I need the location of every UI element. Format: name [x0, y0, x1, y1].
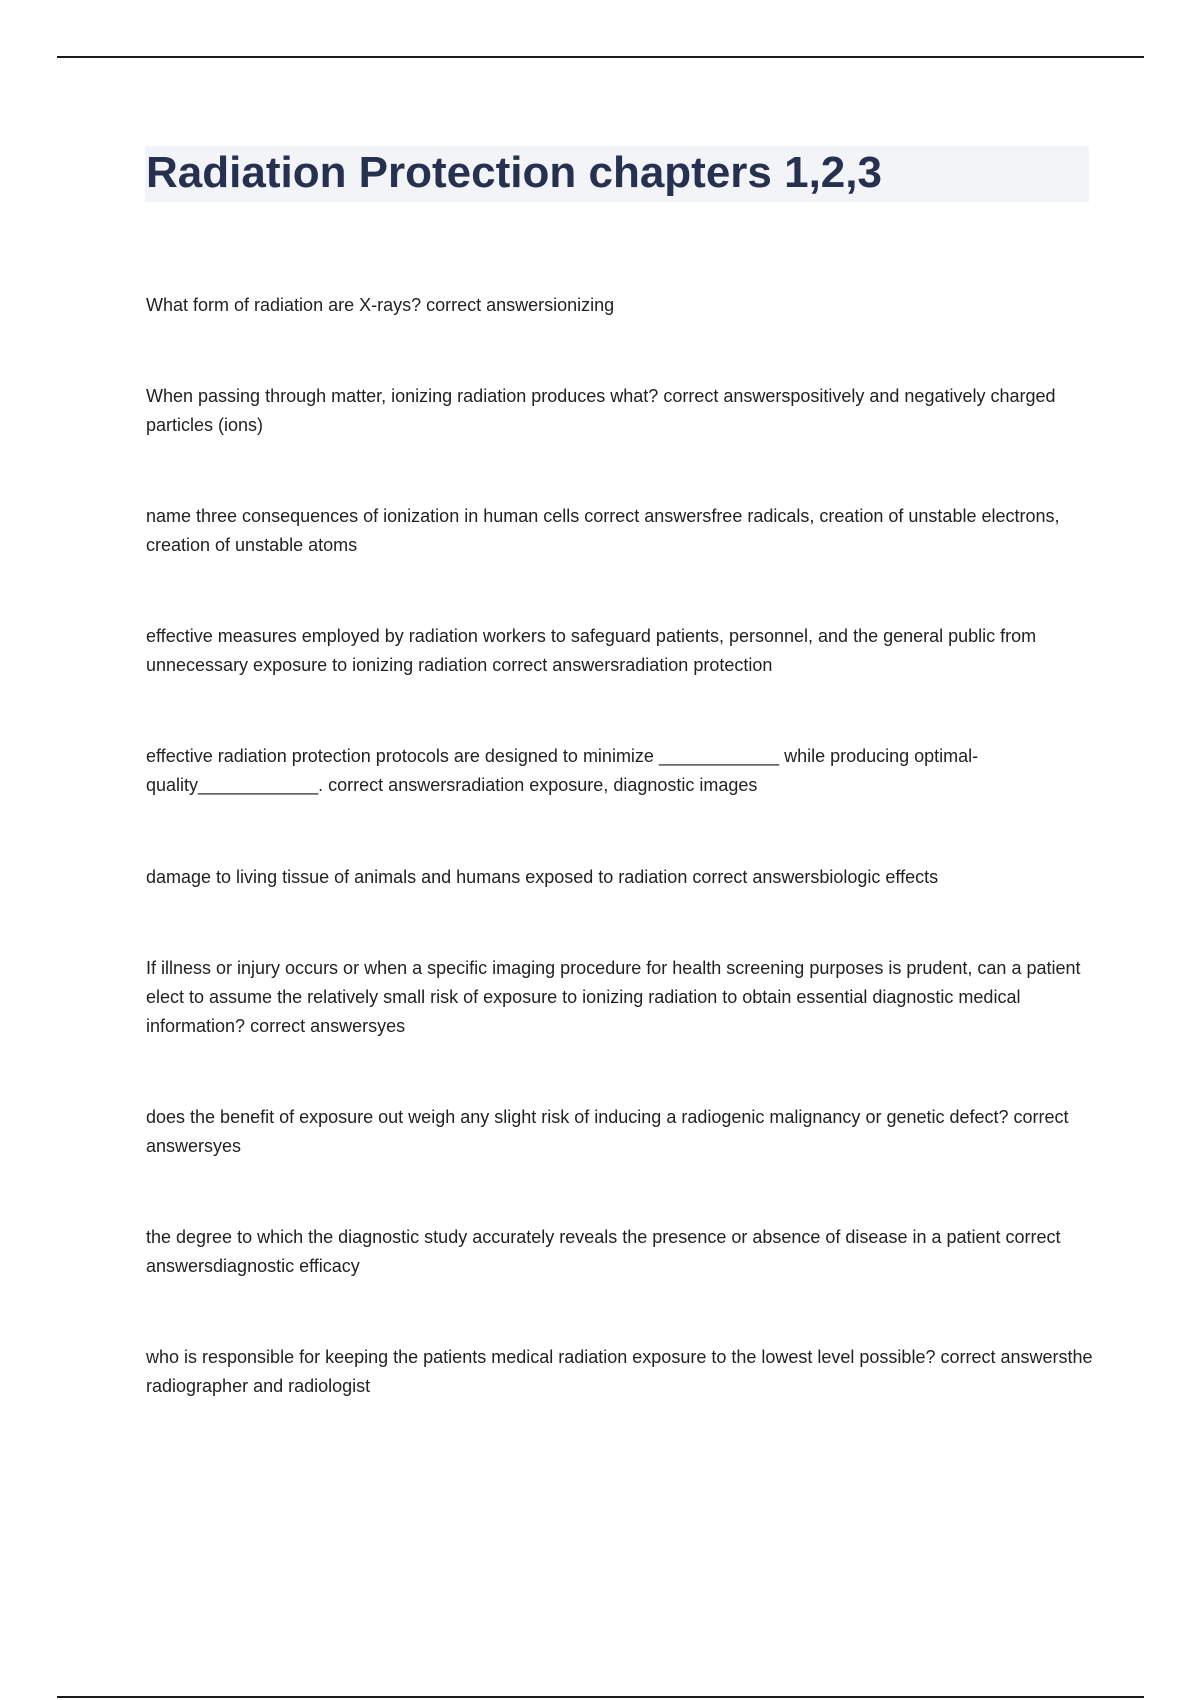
qa-entry-6 — [146, 863, 1096, 892]
answer-separator: correct answers — [323, 775, 456, 795]
answer-text: biologic effects — [819, 867, 939, 887]
question-text: the degree to which the diagnostic study accurately reveals the presence or absence of disease in a patient — [146, 1227, 1001, 1247]
qa-entry-1 — [146, 291, 1096, 320]
answer-separator: correct answers — [421, 295, 554, 315]
question-text: does the benefit of exposure out weigh any slight risk of inducing a radiogenic malignancy or genetic defect? — [146, 1107, 1009, 1127]
qa-entry-4 — [146, 622, 1096, 680]
document-title: Radiation Protection chapters 1,2,3 — [146, 148, 882, 197]
qa-entry-9 — [146, 1223, 1096, 1281]
qa-entry-5 — [146, 742, 1096, 800]
question-text: effective measures employed by radiation workers to safeguard patients, personnel, and the general public from unnecessary exposure to ionizing radiation — [146, 626, 1037, 675]
qa-entry-7 — [146, 954, 1096, 1041]
question-text: When passing through matter, ionizing radiation produces what? — [146, 386, 659, 406]
answer-text: radiation protection — [619, 655, 773, 675]
question-text: damage to living tissue of animals and humans exposed to radiation — [146, 867, 688, 887]
qa-entry-10 — [146, 1343, 1096, 1401]
answer-separator: correct answers — [687, 867, 820, 887]
answer-text: yes — [377, 1016, 406, 1036]
top-rule — [57, 56, 1144, 58]
answer-separator: correct answers — [935, 1347, 1068, 1367]
answer-separator: correct answers — [146, 1107, 1069, 1156]
question-text: who is responsible for keeping the patients medical radiation exposure to the lowest level possible? — [146, 1347, 936, 1367]
question-text: effective radiation protection protocols are designed to minimize ____________ while producing optimal-quality____________. — [146, 746, 979, 795]
question-text: What form of radiation are X-rays? — [146, 295, 422, 315]
answer-separator: correct answers — [146, 1227, 1061, 1276]
answer-text: yes — [213, 1136, 242, 1156]
answer-text: ionizing — [553, 295, 615, 315]
answer-separator: correct answers — [487, 655, 620, 675]
answer-separator: correct answers — [245, 1016, 378, 1036]
answer-text: the radiographer and radiologist — [146, 1347, 1093, 1396]
qa-entry-8 — [146, 1103, 1096, 1161]
answer-separator: correct answers — [579, 506, 712, 526]
bottom-rule — [57, 1696, 1144, 1698]
qa-entry-3 — [146, 502, 1096, 560]
answer-text: radiation exposure, diagnostic images — [455, 775, 758, 795]
qa-entry-2 — [146, 382, 1096, 440]
answer-text: diagnostic efficacy — [213, 1256, 360, 1276]
question-text: name three consequences of ionization in human cells — [146, 506, 580, 526]
answer-text: positively and negatively charged particles (ions) — [146, 386, 1056, 435]
question-text: If illness or injury occurs or when a specific imaging procedure for health screening purposes is prudent, can a patient elect to assume the relatively small risk of exposure to ionizing radiation to obtain essential diagnostic medical information? — [146, 958, 1081, 1036]
answer-text: free radicals, creation of unstable electrons, creation of unstable atoms — [146, 506, 1060, 555]
answer-separator: correct answers — [658, 386, 791, 406]
